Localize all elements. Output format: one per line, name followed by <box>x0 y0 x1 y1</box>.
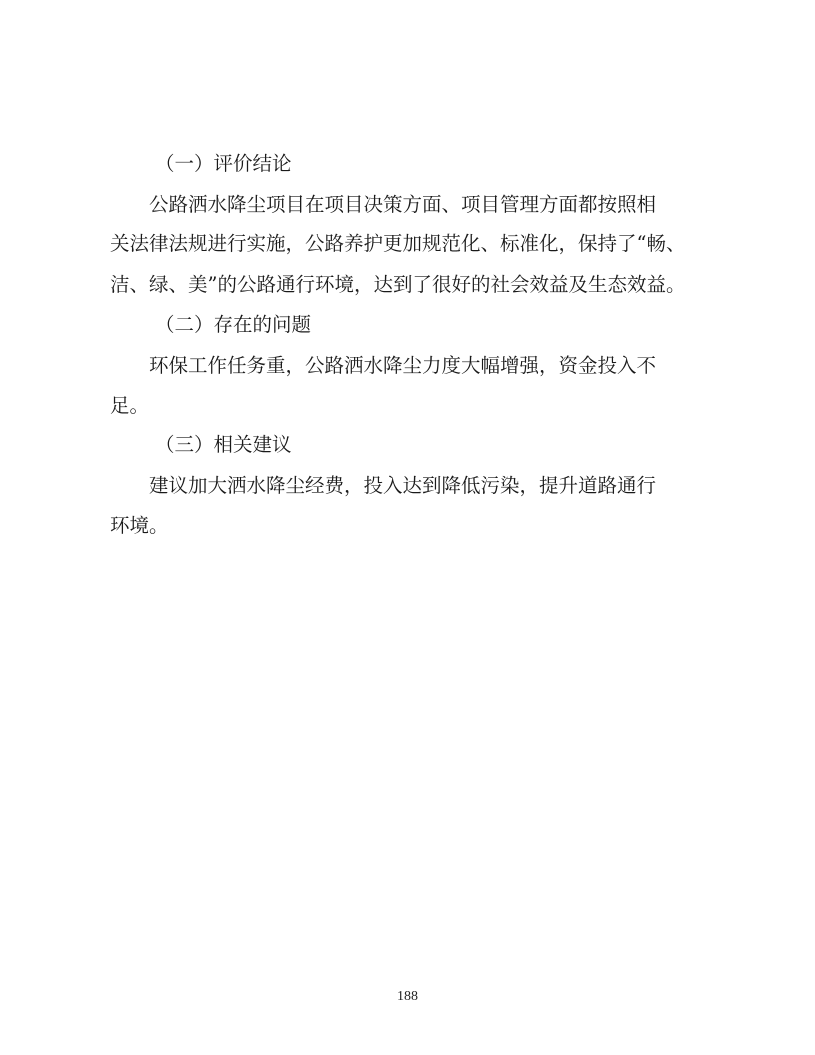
paragraph-line: 环境。 <box>110 514 169 537</box>
paragraph-line: 足。 <box>110 394 150 417</box>
paragraph-line: 公路洒水降尘项目在项目决策方面、项目管理方面都按照相 <box>149 193 657 216</box>
paragraph-line: 洁、绿、美”的公路通行环境，达到了很好的社会效益及生态效益。 <box>110 273 686 296</box>
paragraph-line: 关法律法规进行实施，公路养护更加规范化、标准化，保持了“畅、 <box>110 232 686 255</box>
section-heading-recommendations: （三）相关建议 <box>155 433 292 456</box>
paragraph-line: 环保工作任务重，公路洒水降尘力度大幅增强，资金投入不 <box>149 354 657 377</box>
paragraph-line: 建议加大洒水降尘经费，投入达到降低污染，提升道路通行 <box>149 474 657 497</box>
section-heading-existing-problems: （二）存在的问题 <box>155 313 312 336</box>
page-number: 188 <box>397 989 418 1004</box>
section-heading-evaluation-conclusion: （一）评价结论 <box>155 152 292 175</box>
